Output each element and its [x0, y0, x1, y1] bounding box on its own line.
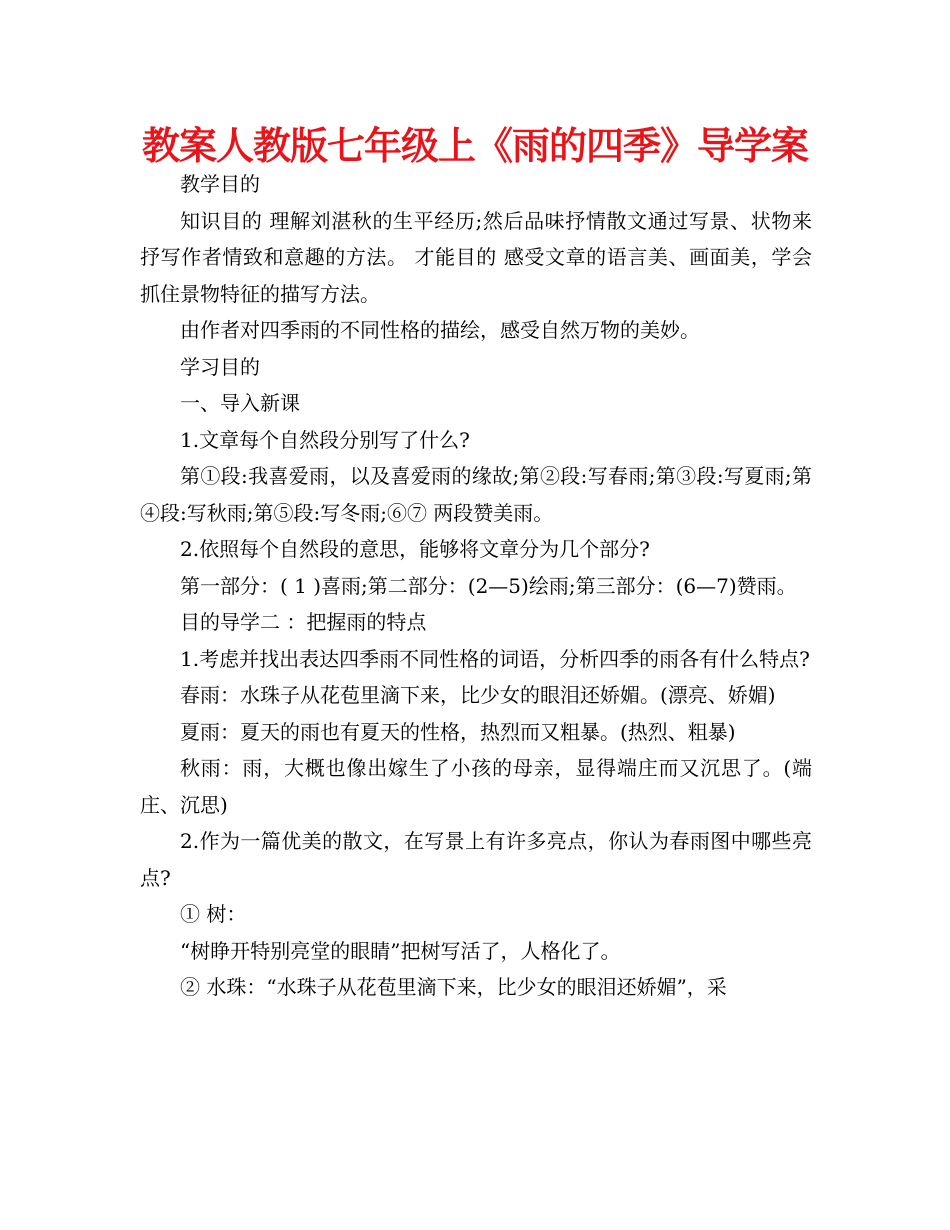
paragraph: ② 水珠：“水珠子从花苞里滴下来，比少女的眼泪还娇媚”，采	[180, 975, 727, 999]
paragraph: 由作者对四季雨的不同性格的描绘，感受自然万物的美妙。	[180, 318, 700, 342]
paragraph: 秋雨：雨，大概也像出嫁生了小孩的母亲，显得端庄而又沉思了。(端庄、沉思)	[140, 756, 812, 817]
paragraph: 目的导学二 ：把握雨的特点	[180, 610, 427, 634]
document-body	[140, 166, 812, 1006]
paragraph: 教学目的	[180, 172, 260, 196]
paragraph: 1.考虑并找出表达四季雨不同性格的词语，分析四季的雨各有什么特点?	[180, 646, 810, 671]
paragraph: 第一部分：( 1 )喜雨;第二部分：(2—5)绘雨;第三部分：(6—7)赞雨。	[180, 573, 797, 598]
paragraph: 春雨：水珠子从花苞里滴下来，比少女的眼泪还娇媚。(漂亮、娇媚)	[180, 683, 776, 707]
paragraph: 夏雨：夏天的雨也有夏天的性格，热烈而又粗暴。(热烈、粗暴)	[180, 719, 736, 744]
document-title: 教案人教版七年级上《雨的四季》导学案	[141, 124, 808, 168]
paragraph: 2.作为一篇优美的散文，在写景上有许多亮点，你认为春雨图中哪些亮点?	[140, 829, 812, 890]
paragraph: 1.文章每个自然段分别写了什么?	[180, 427, 470, 452]
paragraph: 一、导入新课	[180, 391, 300, 415]
paragraph: 学习目的	[180, 354, 260, 379]
paragraph: “树睁开特别亮堂的眼睛”把树写活了，人格化了。	[180, 938, 621, 963]
paragraph: 2.依照每个自然段的意思，能够将文章分为几个部分?	[180, 537, 650, 561]
paragraph: 知识目的 理解刘湛秋的生平经历;然后品味抒情散文通过写景、状物来抒写作者情致和意趣的方法。 才能目的 感受文章的语言美、画面美，学会抓住景物特征的描写方法。	[140, 208, 812, 306]
paragraph: ① 树：	[180, 902, 247, 926]
paragraph: 第①段:我喜爱雨，以及喜爱雨的缘故;第②段:写春雨;第③段:写夏雨;第④段:写秋雨;第⑤段:写冬雨;⑥⑦ 两段赞美雨。	[140, 464, 812, 525]
